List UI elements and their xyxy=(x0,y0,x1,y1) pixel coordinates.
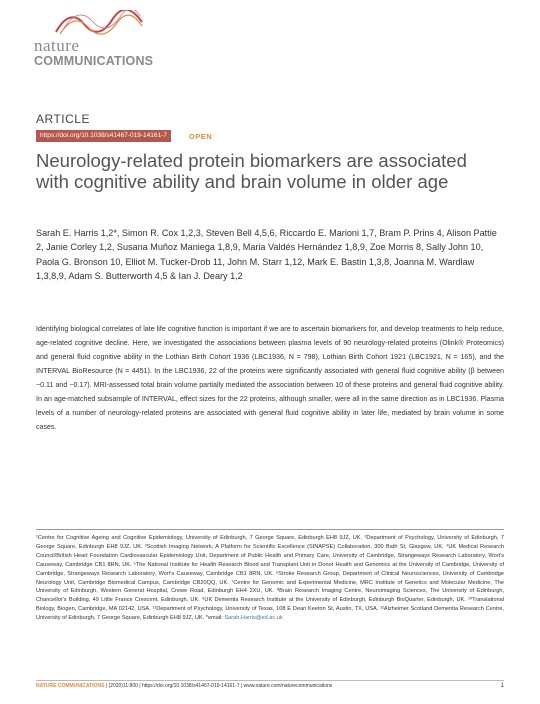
author-list: Sarah E. Harris 1,2*, Simon R. Cox 1,2,3, Steven Bell 4,5,6, Riccardo E. Marioni 1,7, Bram P. Prins 4, Alison Pattie 2, Janie Corley 1,2, Susana Muñoz Maniega 1,8,9, Maria Valdés Hernández 1,8,9, Zoe Morris 8, Sally John 10, Paola G. Bronson 10, Elliot M. Tucker-Drob 11, John M. Starr 1,12, Mark E. Bastin 1,3,8, Joanna M. Wardlaw 1,3,8,9, Adam S. Butterworth 4,5 & Ian J. Deary 1,2 xyxy=(36,228,497,282)
footer-citation: | (2020)11:800 | https://doi.org/10.1038/s41467-019-14161-7 | www.nature.com/naturecommunications xyxy=(105,683,333,689)
affiliations-text: ¹Centre for Cognitive Ageing and Cognitive Epidemiology, University of Edinburgh, 7 George Square, Edinburgh EH8 9JZ, UK. ²Department of Psychology, University of Edinburgh, 7 George Square, Edinburgh EH8 9JZ, UK. ³Scottish Imaging Network, A Platform for Scientific Excellence (SINAPSE) Collaboration, 300 Bath St, Glasgow, UK. ⁴UK Medical Research Council/British Heart Foundation Cardiovascular Epidemiology Unit, Department of Public Health and Primary Care, University of Cambridge, Strangeways Research Laboratory, Wort's Causeway, Cambridge CB1 8RN, UK. ⁵The National Institute for Health Research Blood and Transplant Unit in Donor Health and Genomics at the University of Cambridge, University of Cambridge, Strangeways Research Laboratory, Wort's Causeway, Cambridge CB1 8RN, UK. ⁶Stroke Research Group, Department of Clinical Neurosciences, University of Cambridge Neurology Unit, Cambridge Biomedical Campus, Cambridge CB20QQ, UK. ⁷Centre for Genomic and Experimental Medicine, MRC Institute of Genetics and Molecular Medicine, The University of Edinburgh, Western General Hospital, Crewe Road, Edinburgh EH4 2XU, UK. ⁸Brain Research Imaging Centre, Neuroimaging Sciences, The University of Edinburgh, Chancellor's Building, 49 Little France Crescent, Edinburgh, UK. ⁹UK Dementia Research Institute at the University of Edinburgh, Edinburgh BioQuarter, Edinburgh, UK. ¹⁰Translational Biology, Biogen, Cambridge, MA 02142, USA. ¹¹Department of Psychology, University of Texas, 108 E Dean Keeton St, Austin, TX, USA. ¹²Alzheimer Scotland Dementia Research Centre, University of Edinburgh, 7 George Square, Edinburgh EH8 9JZ, UK. *email: xyxy=(36,535,504,622)
page-number: 1 xyxy=(500,683,504,689)
abstract: Identifying biological correlates of late life cognitive function is important if we are to ascertain biomarkers for, and develop treatments to help reduce, age-related cognitive decline. Here, we investigated the associations between plasma levels of 90 neurology-related proteins (Olink® Proteomics) and general fluid cognitive ability in the Lothian Birth Cohort 1936 (LBC1936, N = 798), Lothian Birth Cohort 1921 (LBC1921, N = 165), and the INTERVAL BioResource (N = 4451). In the LBC1936, 22 of the proteins were significantly associated with general fluid cognitive ability (β between −0.11 and −0.17). MRI-assessed total brain volume partially mediated the association between 10 of these proteins and general fluid cognitive ability. In an age-matched subsample of INTERVAL, effect sizes for the 22 proteins, although smaller, were all in the same direction as in LBC1936. Plasma levels of a number of neurology-related proteins are associated with general fluid cognitive ability in later life, mediated by brain volume in some cases. xyxy=(36,325,504,431)
affiliations xyxy=(36,534,504,623)
footer-divider xyxy=(36,680,504,681)
article-type-label: ARTICLE xyxy=(36,112,90,126)
journal-logo xyxy=(34,8,154,70)
open-access-badge: OPEN xyxy=(188,131,213,141)
doi-link[interactable]: https://doi.org/10.1038/s41467-019-14161-7 xyxy=(36,130,171,142)
email-link[interactable]: Sarah.Harris@ed.ac.uk xyxy=(224,615,283,622)
logo-communications: COMMUNICATIONS xyxy=(34,54,154,68)
divider xyxy=(36,529,504,530)
logo-nature: nature xyxy=(34,36,80,55)
footer-journal: NATURE COMMUNICATIONS xyxy=(36,683,105,689)
footer xyxy=(36,683,504,689)
logo-wave-icon xyxy=(54,10,144,36)
article-title: Neurology-related protein biomarkers are associated with cognitive ability and brain volume in older age xyxy=(36,150,467,192)
doi-row xyxy=(36,130,212,142)
